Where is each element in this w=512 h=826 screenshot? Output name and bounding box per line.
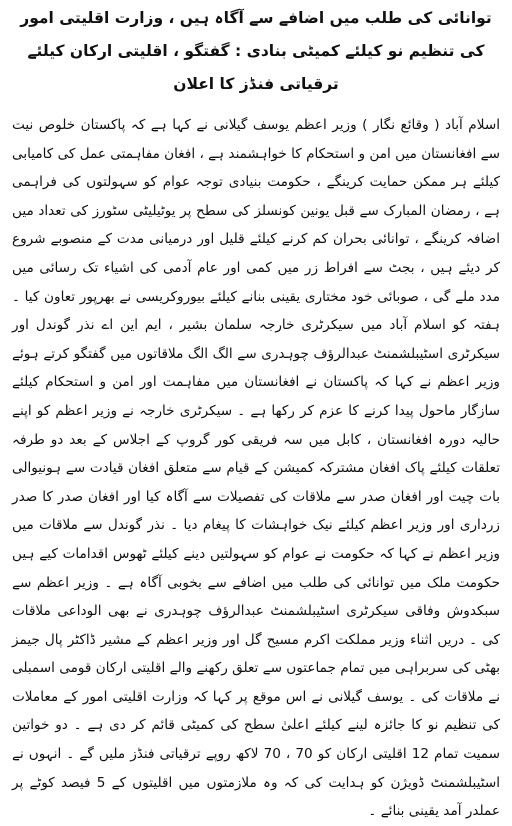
article-headline: توانائی کی طلب میں اضافے سے آگاہ ہیں ، وزارت اقلیتی امور کی تنظیم نو کیلئے کمیٹی بنادی : گفتگو ، اقلیتی ارکان کیلئے ترقیاتی فنڈز کا اعلان bbox=[20, 9, 492, 93]
article-body: اسلام آباد ( وقائع نگار ) وزیر اعظم یوسف گیلانی نے کہا ہے کہ پاکستان خلوص نیت سے افغانستان میں امن و استحکام کا خواہشمند ہے ، افغان مفاہمتی عمل کی کامیابی کیلئے ہر ممکن حمایت کرینگے ، حکومت بنیادی توجہ عوام کو سہولتوں کی فراہمی ہے ، رمضان المبارک سے قبل یونین کونسلز کی سطح پر یوٹیلیٹی سٹورز کی تعداد میں اضافہ کرینگے ، توانائی بحران کم کرنے کیلئے قلیل اور درمیانی مدت کے منصوبے شروع کر دیئے ہیں ، بجٹ سے افراط زر میں کمی اور عام آدمی کی اشیاء تک رسائی میں مدد ملے گی ، صوبائی خود مختاری یقینی بنانے کیلئے بیوروکریسی نے بھرپور تعاون کیا ۔ ہفتہ کو اسلام آباد میں سیکرٹری خارجہ سلمان بشیر ، ایم این اے نذر گوندل اور سیکرٹری اسٹیبلشمنٹ عبدالرؤف چوہدری سے الگ الگ ملاقاتوں میں گفتگو کرتے ہوئے وزیر اعظم نے کہا کہ پاکستان نے افغانستان میں مفاہمت اور امن و استحکام کیلئے سازگار ماحول پیدا کرنے کا عزم کر رکھا ہے ۔ سیکرٹری خارجہ نے وزیر اعظم کو اپنے حالیہ دورہ افغانستان ، کابل میں سہ فریقی کور گروپ کے اجلاس کے بعد دو طرفہ تعلقات کیلئے پاک افغان مشترکہ کمیشن کے قیام سے متعلق افغان قیادت سے ہونیوالی بات چیت اور افغان صدر سے ملاقات کی تفصیلات سے آگاہ کیا اور افغان صدر کا صدر زرداری اور وزیر اعظم کیلئے نیک خواہشات کا پیغام دیا ۔ نذر گوندل سے ملاقات میں وزیر اعظم نے کہا کہ حکومت نے عوام کو سہولتیں دینے کیلئے ٹھوس اقدامات کیے ہیں حکومت ملک میں توانائی کی طلب میں اضافے سے بخوبی آگاہ ہے ۔ وزیر اعظم سے سبکدوش وفاقی سیکرٹری اسٹیبلشمنٹ عبدالرؤف چوہدری نے بھی الوداعی ملاقات کی ۔ دریں اثناء وزیر مملکت اکرم مسیح گل اور وزیر اعظم کے مشیر ڈاکٹر پال جیمز بھٹی کی سربراہی میں تمام جماعتوں سے تعلق رکھنے والے اقلیتی ارکان قومی اسمبلی نے ملاقات کی ۔ یوسف گیلانی نے اس موقع پر کہا کہ وزارت اقلیتی امور کے معاملات کی تنظیم نو کا جائزہ لینے کیلئے اعلیٰ سطح کی کمیٹی قائم کر دی ہے ۔ دو خواتین سمیت تمام 12 اقلیتی ارکان کو 70 ، 70 لاکھ روپے ترقیاتی فنڈز ملیں گے ۔ انہوں نے اسٹیبلشمنٹ ڈویژن کو ہدایت کی کہ وہ ملازمتوں میں اقلیتوں کے 5 فیصد کوٹے پر عملدر آمد یقینی بنائے ۔ bbox=[12, 117, 501, 820]
